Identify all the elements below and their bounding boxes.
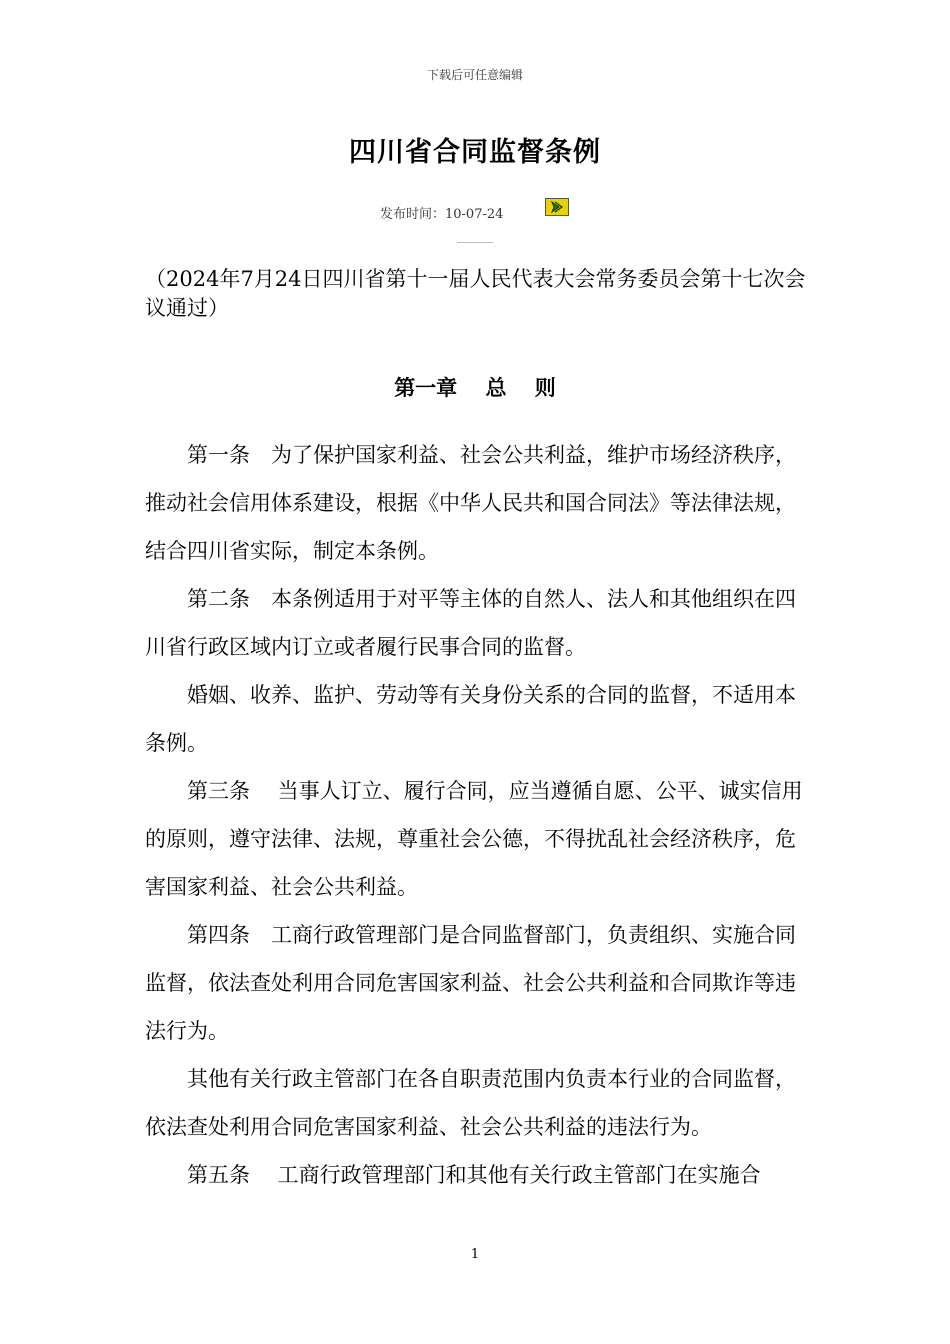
paragraph: 婚姻、收养、监护、劳动等有关身份关系的合同的监督，不适用本条例。 xyxy=(145,683,796,755)
document-body xyxy=(145,431,807,1199)
go-arrow-icon[interactable] xyxy=(545,198,569,216)
page-number: 1 xyxy=(470,1247,480,1262)
adoption-note: （2024年7月24日四川省第十一届人民代表大会常务委员会第十七次会议通过） xyxy=(145,267,806,320)
document-title: 四川省合同监督条例 xyxy=(349,137,601,168)
paragraph: 第四条 工商行政管理部门是合同监督部门，负责组织、实施合同监督，依法查处利用合同危害国家利益、社会公共利益和合同欺诈等违法行为。 xyxy=(145,923,796,1043)
header-note: 下载后可任意编辑 xyxy=(426,68,523,82)
publish-date: 发布时间：10-07-24 xyxy=(380,207,504,222)
paragraph: 第一条 为了保护国家利益、社会公共利益，维护市场经济秩序，推动社会信用体系建设，根据《中华人民共和国合同法》等法律法规，结合四川省实际，制定本条例。 xyxy=(145,443,796,563)
publish-info xyxy=(380,203,503,221)
paragraph: 第二条 本条例适用于对平等主体的自然人、法人和其他组织在四川省行政区域内订立或者履行民事合同的监督。 xyxy=(145,587,796,659)
paragraph: 其他有关行政主管部门在各自职责范围内负责本行业的合同监督，依法查处利用合同危害国家利益、社会公共利益的违法行为。 xyxy=(145,1067,796,1139)
paragraph: 第五条 工商行政管理部门和其他有关行政主管部门在实施合 xyxy=(187,1163,761,1187)
paragraph: 第三条 当事人订立、履行合同，应当遵循自愿、公平、诚实信用的原则，遵守法律、法规，尊重社会公德，不得扰乱社会经济秩序，危害国家利益、社会公共利益。 xyxy=(145,779,803,899)
chapter-heading: 第一章 总 则 xyxy=(394,375,556,400)
divider xyxy=(457,242,493,243)
